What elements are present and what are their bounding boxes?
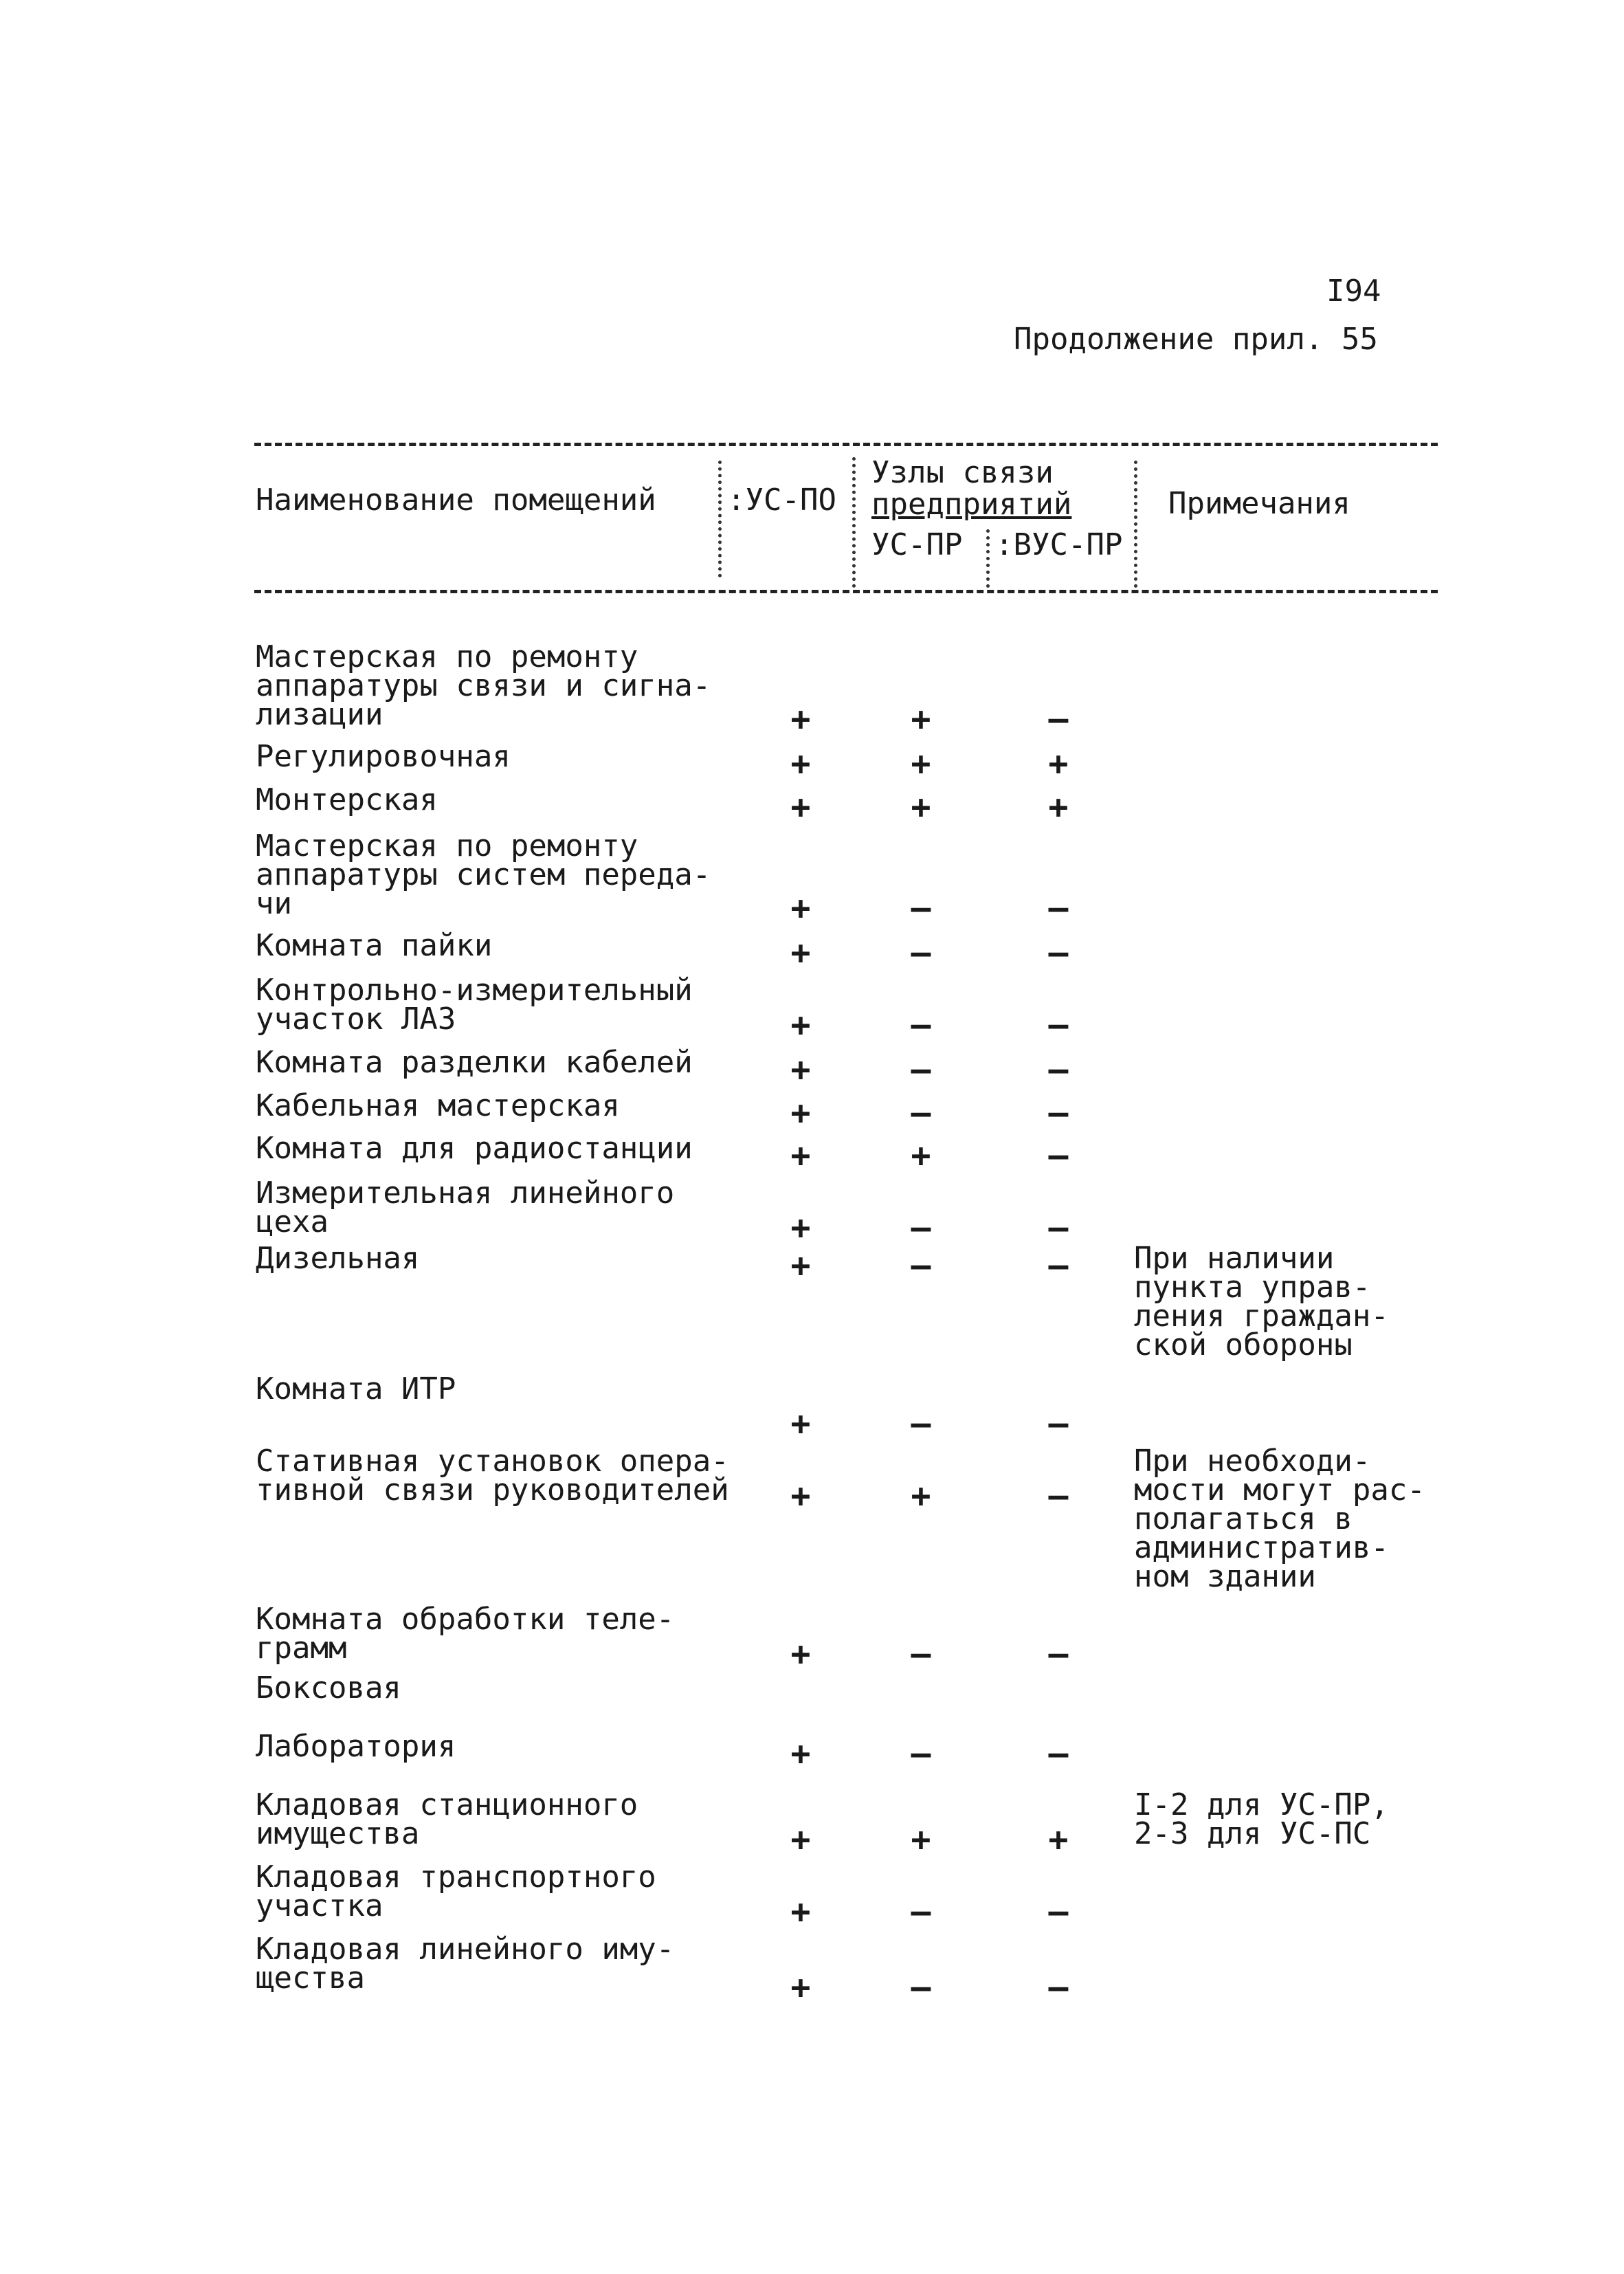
room-name: Измерительная линейного цеха [256, 1175, 675, 1239]
header-us-po: :УС-ПО [727, 483, 836, 518]
mark-us-pr: – [911, 1404, 931, 1443]
mark-us-pr: + [911, 1820, 931, 1859]
header-bottom-rule [254, 590, 1438, 593]
room-name: Кабельная мастерская [256, 1088, 620, 1123]
mark-vus-pr: – [1048, 889, 1069, 927]
room-name: Комната разделки кабелей [256, 1045, 693, 1080]
mark-us-pr: + [911, 788, 931, 826]
header-name: Наименование помещений [256, 483, 656, 518]
mark-vus-pr: – [1048, 1136, 1069, 1175]
room-name: Кладовая станционного имущества [256, 1787, 638, 1851]
mark-vus-pr: – [1048, 934, 1069, 972]
room-name: Кладовая транспортного участка [256, 1859, 656, 1923]
room-name: Мастерская по ремонту аппаратуры систем переда- чи [256, 828, 711, 921]
column-separator-1 [718, 461, 722, 577]
mark-vus-pr: – [1048, 1635, 1069, 1673]
mark-vus-pr: – [1048, 1477, 1069, 1515]
mark-us-po: + [790, 1246, 811, 1285]
room-name: Кладовая линейного иму- щества [256, 1932, 675, 1996]
mark-us-po: + [790, 1050, 811, 1089]
column-separator-4 [1134, 461, 1137, 588]
mark-us-po: + [790, 889, 811, 927]
header-group-line2: предприятий [871, 487, 1072, 522]
mark-vus-pr: – [1048, 1208, 1069, 1247]
mark-us-pr: – [911, 1208, 931, 1247]
note: При наличии пункта управ- ления граждан- ской обороны [1134, 1241, 1389, 1362]
header-vus-pr: :ВУС-ПР [995, 527, 1123, 562]
room-name: Комната для радиостанции [256, 1131, 693, 1166]
mark-us-po: + [790, 1136, 811, 1175]
room-name: Регулировочная [256, 739, 511, 774]
mark-vus-pr: – [1048, 1968, 1069, 2007]
room-name: Дизельная [256, 1241, 420, 1276]
mark-vus-pr: + [1048, 744, 1069, 783]
page-number: I94 [1326, 274, 1381, 309]
continuation-title: Продолжение прил. 55 [1014, 322, 1378, 357]
mark-vus-pr: – [1048, 1050, 1069, 1089]
mark-us-pr: – [911, 1734, 931, 1773]
mark-vus-pr: – [1048, 1246, 1069, 1285]
note: I-2 для УС-ПР, 2-3 для УС-ПС [1134, 1787, 1389, 1851]
column-separator-2 [852, 457, 856, 588]
mark-us-po: + [790, 1208, 811, 1247]
mark-us-po: + [790, 1094, 811, 1132]
mark-vus-pr: – [1048, 1404, 1069, 1443]
mark-us-po: + [790, 788, 811, 826]
mark-vus-pr: + [1048, 1820, 1069, 1859]
room-name: Лаборатория [256, 1729, 456, 1764]
note: При необходи- мости могут рас- полагаться в административ- ном здании [1134, 1444, 1425, 1594]
header-group-line1: Узлы связи [871, 455, 1054, 490]
room-name: Мастерская по ремонту аппаратуры связи и сигна- лизации [256, 639, 711, 732]
mark-us-pr: – [911, 1006, 931, 1044]
mark-vus-pr: – [1048, 700, 1069, 738]
mark-us-po: + [790, 1820, 811, 1859]
mark-us-pr: – [911, 1246, 931, 1285]
mark-us-po: + [790, 1477, 811, 1515]
header-top-rule [254, 443, 1438, 446]
mark-us-pr: + [911, 1136, 931, 1175]
mark-us-pr: – [911, 1050, 931, 1089]
mark-us-po: + [790, 1892, 811, 1931]
mark-us-pr: – [911, 1968, 931, 2007]
room-name: Монтерская [256, 782, 438, 817]
mark-vus-pr: – [1048, 1734, 1069, 1773]
mark-us-pr: + [911, 700, 931, 738]
room-name: Комната ИТР [256, 1371, 456, 1406]
mark-vus-pr: – [1048, 1094, 1069, 1132]
mark-us-pr: – [911, 889, 931, 927]
mark-us-pr: – [911, 1635, 931, 1673]
column-separator-3 [986, 529, 990, 588]
header-notes: Примечания [1168, 486, 1350, 521]
mark-us-po: + [790, 1635, 811, 1673]
mark-us-po: + [790, 700, 811, 738]
mark-us-po: + [790, 1734, 811, 1773]
mark-us-po: + [790, 744, 811, 783]
mark-us-pr: – [911, 1892, 931, 1931]
mark-vus-pr: – [1048, 1892, 1069, 1931]
room-name: Комната пайки [256, 928, 493, 963]
mark-us-po: + [790, 1006, 811, 1044]
room-name: Стативная установок опера- тивной связи руководителей [256, 1444, 729, 1508]
header-us-pr: УС-ПР [871, 527, 963, 562]
mark-us-po: + [790, 934, 811, 972]
mark-us-pr: – [911, 934, 931, 972]
mark-us-po: + [790, 1968, 811, 2007]
room-name: Комната обработки теле- грамм [256, 1602, 675, 1666]
mark-us-po: + [790, 1404, 811, 1443]
mark-us-pr: + [911, 744, 931, 783]
header-group [871, 457, 1071, 520]
mark-vus-pr: – [1048, 1006, 1069, 1044]
mark-us-pr: + [911, 1477, 931, 1515]
room-name: Боксовая [256, 1670, 401, 1706]
mark-us-pr: – [911, 1094, 931, 1132]
room-name: Контрольно-измерительный участок ЛАЗ [256, 973, 693, 1037]
mark-vus-pr: + [1048, 788, 1069, 826]
